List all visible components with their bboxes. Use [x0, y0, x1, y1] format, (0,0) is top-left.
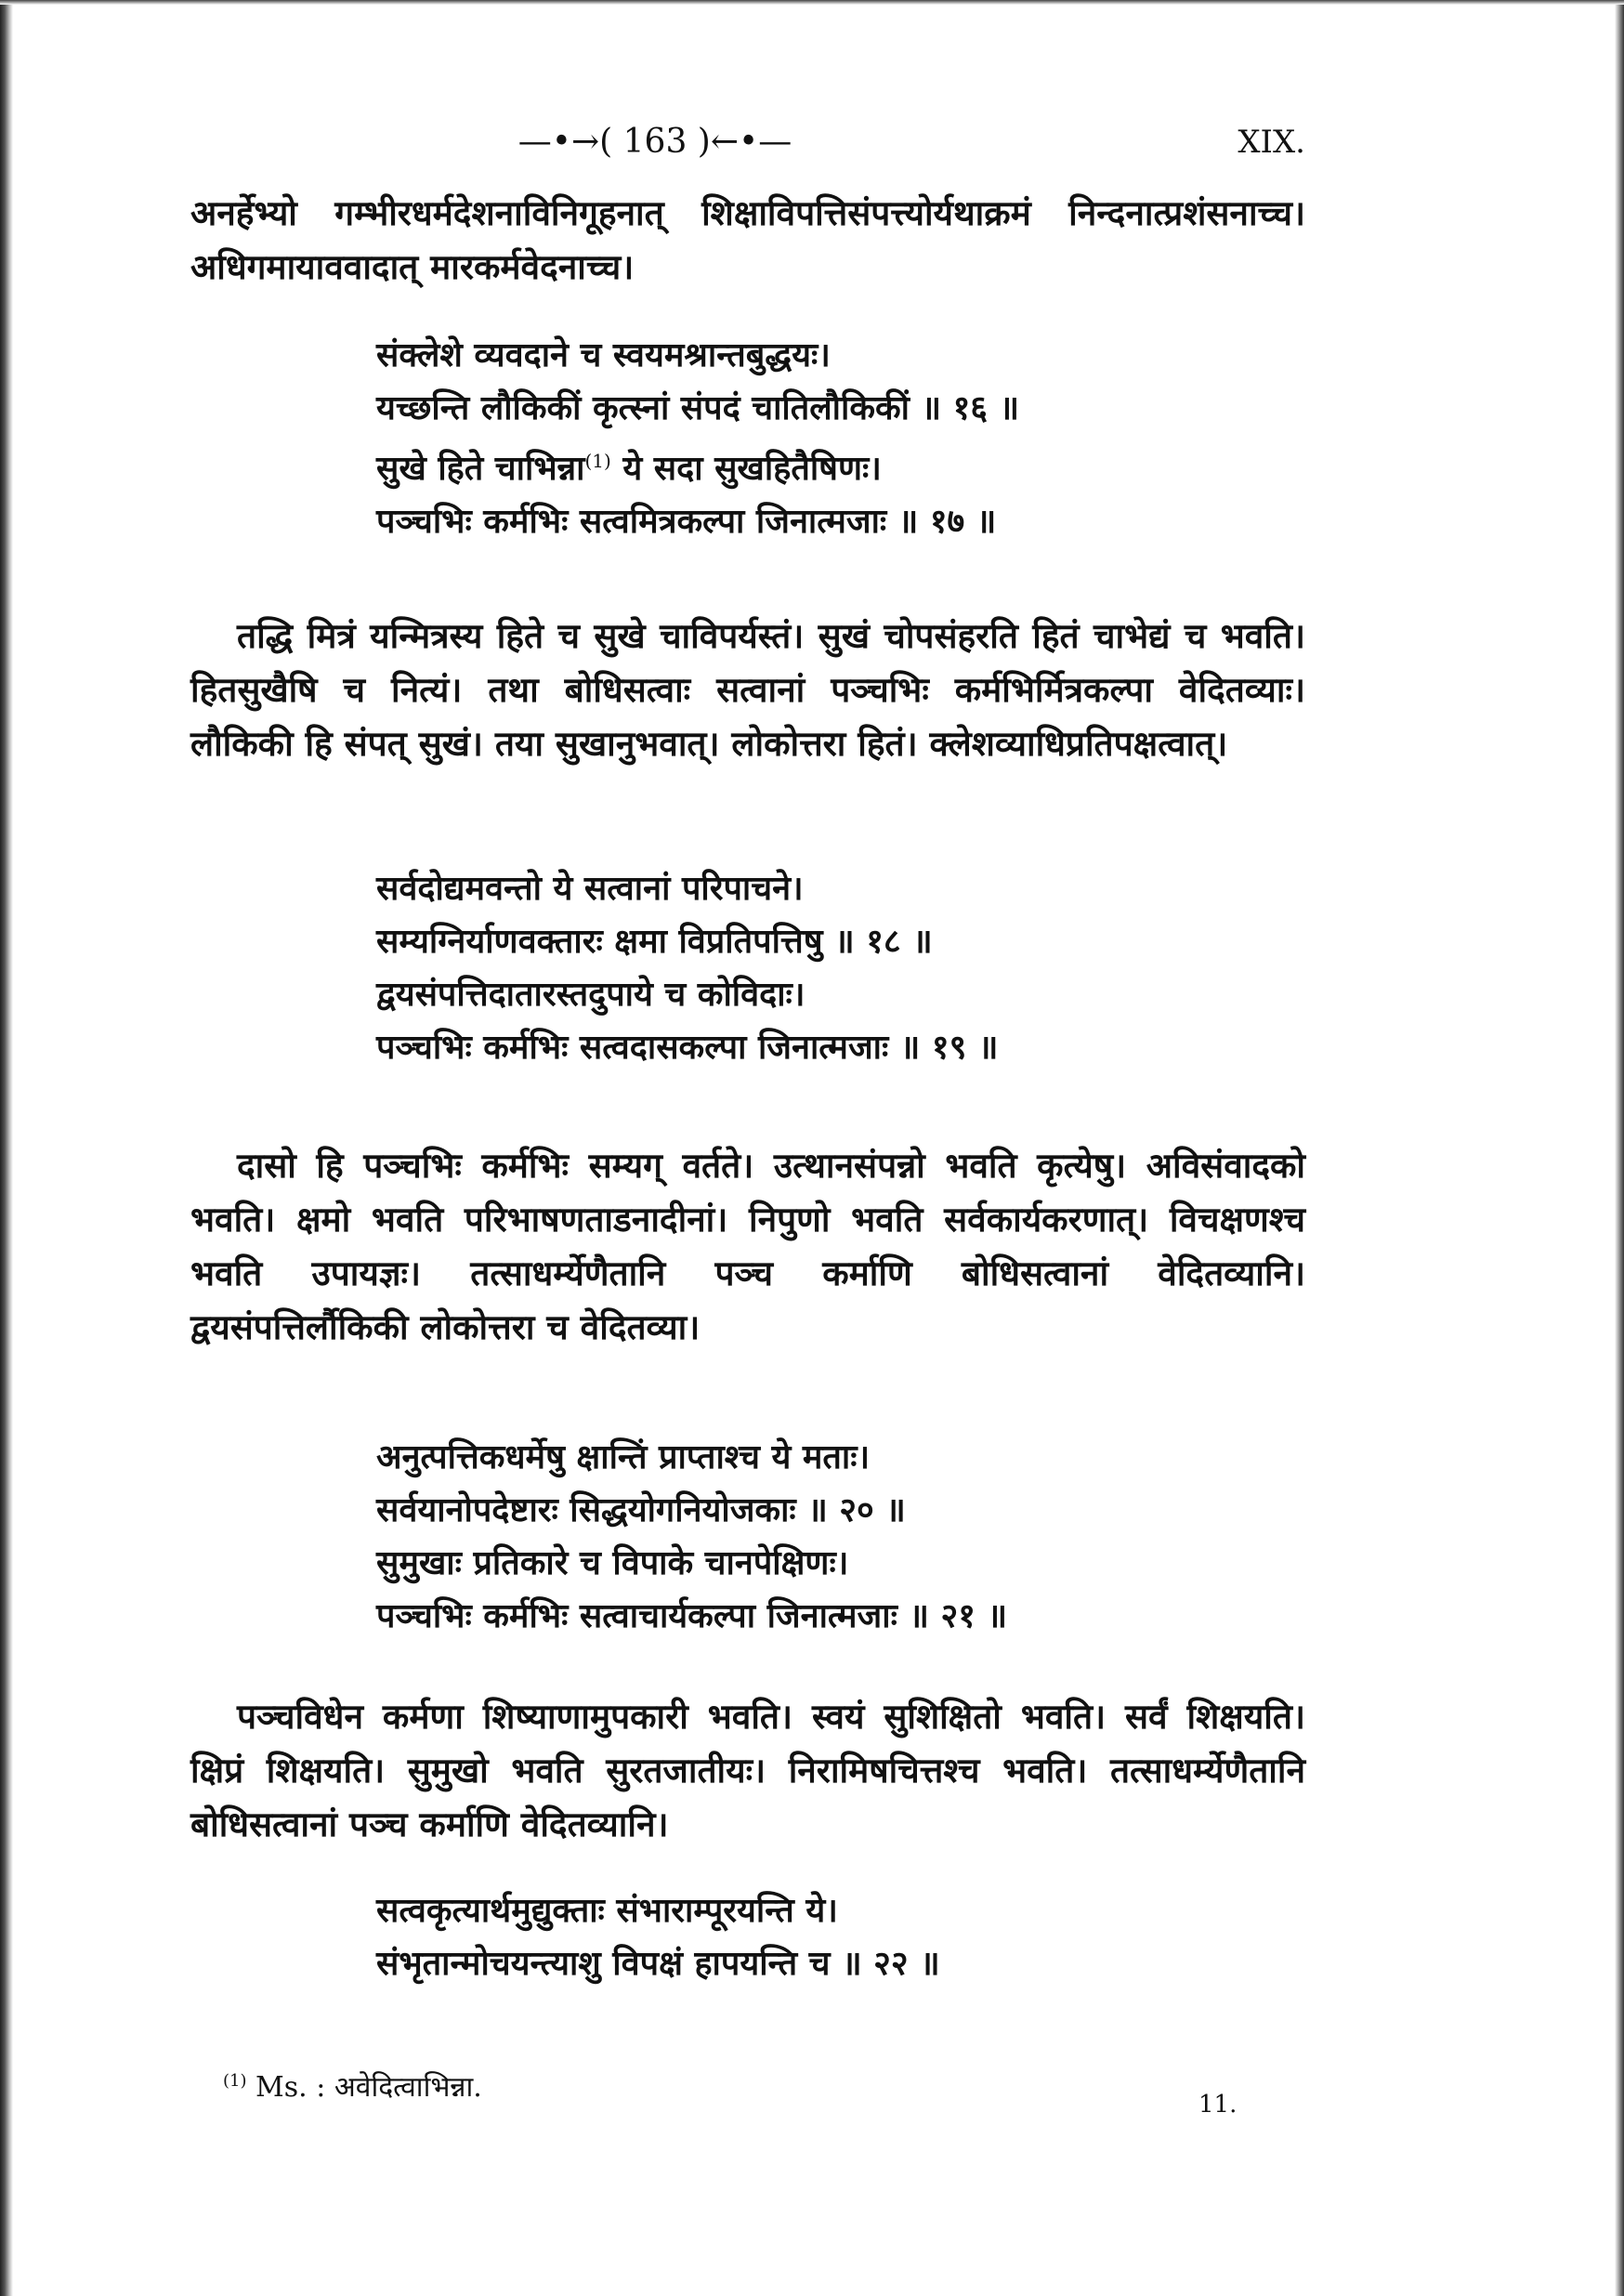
verse-line: सर्वदोद्यमवन्तो ये सत्वानां परिपाचने। — [376, 869, 804, 908]
paragraph-3: दासो हि पञ्चभिः कर्मभिः सम्यग् वर्तते। उत्थानसंपन्नो भवति कृत्येषु। अविसंवादको भवति। क्षमो भवति परिभाषणताडनादीनां। निपुणो भवति सर्वकार्यकरणात्। विचक्षणश्च भवति उपायज्ञः। तत्साधर्म्येणैतानि पञ्च कर्माणि बोधिसत्वानां वेदितव्यानि। द्वयसंपत्तिर्लौकिकी लोकोत्तरा च वेदितव्या। — [190, 1145, 1305, 1347]
verse-line: अनुत्पत्तिकधर्मेषु क्षान्तिं प्राप्ताश्च ये मताः। — [376, 1437, 871, 1476]
verse-18-19 — [376, 862, 1305, 1074]
verse-line — [376, 435, 1305, 495]
verse-22 — [376, 1884, 1305, 1990]
verse-line-part: सुखे हिते चाभिन्ना — [376, 449, 585, 488]
footnote — [223, 2061, 1245, 2108]
verse-line: यच्छन्ति लौकिकीं कृत्स्नां संपदं चातिलौकिकीं ॥ १६ ॥ — [376, 388, 1020, 427]
verse-line-part: ये सदा सुखहितैषिणः। — [622, 449, 882, 488]
paragraph-2: तद्धि मित्रं यन्मित्रस्य हिते च सुखे चाविपर्यस्तं। सुखं चोपसंहरति हितं चाभेद्यं च भवति। हितसुखैषि च नित्यं। तथा बोधिसत्वाः सत्वानां पञ्चभिः कर्मभिर्मित्रकल्पा वेदितव्याः। लौकिकी हि संपत् सुखं। तया सुखानुभवात्। लोकोत्तरा हितं। क्लेशव्याधिप्रतिपक्षत्वात्। — [190, 615, 1305, 764]
footnote-mark: (1) — [223, 2071, 247, 2091]
scan-edge-right — [1615, 0, 1624, 2296]
page-header — [190, 119, 1305, 165]
paragraph-1: अनर्हेभ्यो गम्भीरधर्मदेशनाविनिगूहनात् शिक्षाविपत्तिसंपत्त्योर्यथाक्रमं निन्दनात्प्रशंसनाच्च। अधिगमायाववादात् मारकर्मवेदनाच्च। — [190, 192, 1305, 287]
verse-line: सत्वकृत्यार्थमुद्युक्ताः संभाराम्पूरयन्ति ये। — [376, 1891, 838, 1930]
paragraph-4: पञ्चविधेन कर्मणा शिष्याणामुपकारी भवति। स्वयं सुशिक्षितो भवति। सर्वं शिक्षयति। क्षिप्रं शिक्षयति। सुमुखो भवति सुरतजातीयः। निरामिषचित्तश्च भवति। तत्साधर्म्येणैतानि बोधिसत्वानां पञ्च कर्माणि वेदितव्यानि। — [190, 1696, 1305, 1844]
footnote-text: Ms. : अवेदित्वाभिन्ना. — [255, 2071, 482, 2104]
verse-line: पञ्चभिः कर्मभिः सत्वदासकल्पा जिनात्मजाः ॥ १९ ॥ — [376, 1028, 999, 1067]
scan-edge-left — [0, 0, 13, 2296]
verse-line: पञ्चभिः कर्मभिः सत्वाचार्यकल्पा जिनात्मजाः ॥ २१ ॥ — [376, 1596, 1008, 1635]
verse-line: सम्यग्निर्याणवक्तारः क्षमा विप्रतिपत्तिषु ॥ १८ ॥ — [376, 922, 933, 961]
verse-line: सुमुखाः प्रतिकारे च विपाके चानपेक्षिणः। — [376, 1543, 849, 1582]
signature-mark: XIX. — [1238, 124, 1305, 161]
verse-line: द्वयसंपत्तिदातारस्तदुपाये च कोविदाः। — [376, 975, 805, 1014]
verse-20-21 — [376, 1431, 1305, 1643]
signature-bottom: 11. — [1198, 2091, 1238, 2119]
verse-line: सर्वयानोपदेष्टारः सिद्धयोगनियोजकाः ॥ २० ॥ — [376, 1490, 906, 1529]
verse-line: पञ्चभिः कर्मभिः सत्वमित्रकल्पा जिनात्मजाः ॥ १७ ॥ — [376, 502, 997, 541]
verse-16-17 — [376, 329, 1305, 548]
verse-line: संक्लेशे व्यवदाने च स्वयमश्रान्तबुद्धयः। — [376, 335, 831, 374]
footnote-ref: (1) — [584, 450, 611, 472]
scan-edge-top — [0, 0, 1624, 5]
verse-line: संभृतान्मोचयन्त्याशु विपक्षं हापयन्ति च ॥ २२ ॥ — [376, 1944, 940, 1983]
page-number: —•→( 163 )←•— — [517, 123, 792, 161]
